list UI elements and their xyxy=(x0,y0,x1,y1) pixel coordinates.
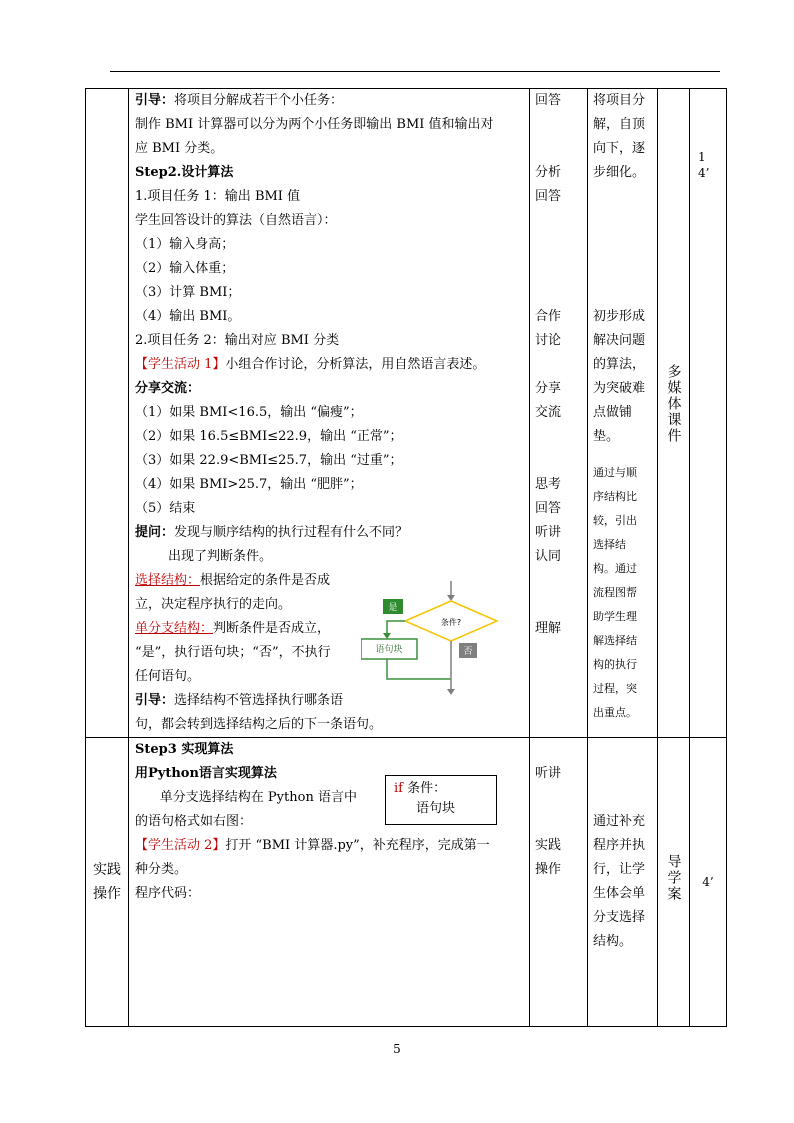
text-line: 通过补充 xyxy=(593,814,646,829)
svg-text:否: 否 xyxy=(463,647,473,657)
text-line: 应 BMI 分类。 xyxy=(135,141,224,156)
student-activity-cell xyxy=(530,738,588,1027)
text-line: 回答 xyxy=(535,501,562,516)
text-line: 认同 xyxy=(535,549,562,564)
text-line xyxy=(593,209,652,233)
text-line xyxy=(535,569,582,593)
text-line: 思考 xyxy=(535,477,562,492)
condition-label: 条件? xyxy=(440,618,462,627)
text-line: 引导：选择结构不管选择执行哪条语 xyxy=(135,693,344,708)
text-line: 为突破难 xyxy=(593,381,646,396)
text-line: 将项目分 xyxy=(593,93,646,108)
text-line: 构。通过 xyxy=(593,562,637,575)
text-line xyxy=(535,786,582,810)
text-line: 的语句格式如右图： xyxy=(135,814,253,829)
text-line xyxy=(535,810,582,834)
text-line: 引导：将项目分解成若干个小任务： xyxy=(135,93,344,108)
text-line: 分享交流： xyxy=(135,381,201,396)
text-line: 制作 BMI 计算器可以分为两个小任务即输出 BMI 值和输出对 xyxy=(135,117,494,132)
time-label: 4’ xyxy=(702,875,714,889)
text-line xyxy=(535,113,582,137)
text-line: Step2.设计算法 xyxy=(135,165,234,180)
text-line: 句，都会转到选择结构之后的下一条语句。 xyxy=(135,717,383,732)
text-line: 实践 xyxy=(93,862,121,878)
teaching-content xyxy=(129,89,529,737)
text-line xyxy=(593,762,652,786)
media-label: 多媒体课件 xyxy=(665,363,682,444)
text-line: 用Python语言实现算法 xyxy=(135,766,277,781)
text-line: 点做铺 xyxy=(593,405,633,420)
text-line xyxy=(593,281,652,305)
design-intent-cell xyxy=(588,89,658,738)
text-line: 操作 xyxy=(535,862,562,877)
text-line: 实践 xyxy=(535,838,562,853)
text-line: 解，自顶 xyxy=(593,117,646,132)
media-label: 导学案 xyxy=(665,853,682,902)
text-line: 学生回答设计的算法（自然语言）： xyxy=(135,213,337,228)
header-rule xyxy=(110,71,720,72)
text-line xyxy=(535,353,582,377)
text-line: （4）输出 BMI。 xyxy=(135,309,241,324)
text-line: 流程图帮 xyxy=(593,586,637,599)
text-line: Step3 实现算法 xyxy=(135,742,234,757)
text-line xyxy=(593,786,652,810)
text-line: 提问：发现与顺序结构的执行过程有什么不同？ xyxy=(135,525,409,540)
text-line: 过程，突 xyxy=(593,682,637,695)
text-line: 1.项目任务 1：输出 BMI 值 xyxy=(135,189,301,204)
teaching-content-cell xyxy=(129,89,530,738)
text-line xyxy=(535,137,582,161)
lesson-table xyxy=(85,88,727,1027)
text-line: 回答 xyxy=(535,93,562,108)
text-line: 行，让学 xyxy=(593,862,646,877)
text-line: 程序并执 xyxy=(593,838,646,853)
text-line xyxy=(535,233,582,257)
teaching-content xyxy=(129,738,529,1026)
text-line: 向下，逐 xyxy=(593,141,646,156)
text-line: 回答 xyxy=(535,189,562,204)
text-line: 出现了判断条件。 xyxy=(135,549,273,564)
text-line: 立，决定程序执行的走向。 xyxy=(135,597,292,612)
flowchart-diagram xyxy=(361,581,511,711)
text-line xyxy=(535,209,582,233)
media-cell xyxy=(658,89,690,738)
text-line: 通过与顺 xyxy=(593,466,637,479)
text-line: 2.项目任务 2：输出对应 BMI 分类 xyxy=(135,333,340,348)
teaching-content-cell xyxy=(129,738,530,1027)
text-line: 步细化。 xyxy=(593,165,646,180)
text-line xyxy=(535,425,582,449)
text-line: （2）如果 16.5≤BMI≤22.9，输出 “正常”； xyxy=(135,429,403,444)
text-line: 较，引出 xyxy=(593,514,637,527)
text-line xyxy=(593,257,652,281)
text-line xyxy=(535,281,582,305)
student-activity-cell xyxy=(530,89,588,738)
svg-text:是: 是 xyxy=(388,603,398,613)
block-label: 语句块 xyxy=(375,645,403,655)
text-line xyxy=(535,593,582,617)
text-line: （3）如果 22.9<BMI≤25.7，输出 “过重”； xyxy=(135,453,403,468)
text-line: 交流 xyxy=(535,405,562,420)
text-line: 【学生活动 1】小组合作讨论，分析算法，用自然语言表述。 xyxy=(135,357,486,372)
text-line: 单分支结构：判断条件是否成立， xyxy=(135,621,331,636)
time-cell xyxy=(690,89,727,738)
text-line: （4）如果 BMI>25.7，输出 “肥胖”； xyxy=(135,477,363,492)
text-line: 构的执行 xyxy=(593,658,637,671)
text-line: 【学生活动 2】打开 “BMI 计算器.py”，补充程序，完成第一 xyxy=(135,838,490,853)
text-line xyxy=(593,185,652,209)
text-line xyxy=(535,449,582,473)
text-line: 讨论 xyxy=(535,333,562,348)
text-line: （5）结束 xyxy=(135,501,196,516)
table-row xyxy=(86,738,727,1027)
text-line xyxy=(535,738,582,762)
text-line: 任何语句。 xyxy=(135,669,201,684)
time-label: 14’ xyxy=(698,150,710,180)
text-line: 出重点。 xyxy=(593,706,637,719)
text-line xyxy=(593,233,652,257)
text-line: （1）如果 BMI<16.5，输出 “偏瘦”； xyxy=(135,405,363,420)
text-line xyxy=(535,257,582,281)
time-cell xyxy=(690,738,727,1027)
code-format-box: if 条件： 语句块 xyxy=(385,775,497,825)
page-number: 5 xyxy=(393,1042,401,1056)
text-line: 种分类。 xyxy=(135,862,188,877)
text-line: 单分支选择结构在 Python 语言中 xyxy=(135,790,357,805)
text-line: 序结构比 xyxy=(593,490,637,503)
text-line: 操作 xyxy=(93,886,121,902)
text-line xyxy=(593,738,652,762)
text-line: 合作 xyxy=(535,309,562,324)
design-intent-cell xyxy=(588,738,658,1027)
text-line: 的算法， xyxy=(593,357,646,372)
text-line: （2）输入体重； xyxy=(135,261,235,276)
text-line: 垫。 xyxy=(593,429,620,444)
text-line: 听讲 xyxy=(535,766,562,781)
media-cell xyxy=(658,738,690,1027)
text-line: 解选择结 xyxy=(593,634,637,647)
text-line: 分析 xyxy=(535,165,562,180)
text-line: （1）输入身高； xyxy=(135,237,235,252)
text-line: 听讲 xyxy=(535,525,562,540)
text-line: 助学生理 xyxy=(593,610,637,623)
stage-cell xyxy=(86,89,129,738)
text-line: 选择结 xyxy=(593,538,626,551)
text-line: 选择结构：根据给定的条件是否成 xyxy=(135,573,331,588)
text-line: “是”，执行语句块；“否”，不执行 xyxy=(135,645,331,660)
text-line: 分支选择 xyxy=(593,910,646,925)
text-line: 程序代码： xyxy=(135,886,201,901)
text-line: 生体会单 xyxy=(593,886,646,901)
stage-cell xyxy=(86,738,129,1027)
text-line: （3）计算 BMI； xyxy=(135,285,241,300)
text-line: 初步形成 xyxy=(593,309,646,324)
text-line: 理解 xyxy=(535,621,562,636)
text-line: 分享 xyxy=(535,381,562,396)
text-line: 解决问题 xyxy=(593,333,646,348)
table-row xyxy=(86,89,727,738)
text-line: 结构。 xyxy=(593,934,633,949)
